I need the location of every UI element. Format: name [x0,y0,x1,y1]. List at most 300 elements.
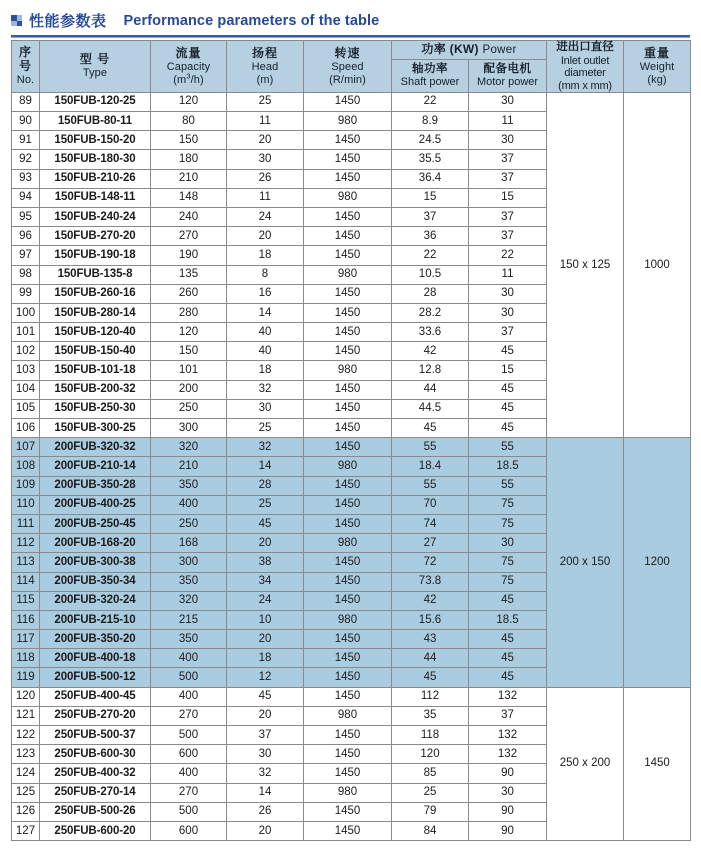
cell-head: 11 [227,112,304,131]
cell-head: 11 [227,188,304,207]
cell-head: 24 [227,591,304,610]
cell-shaft-power: 36.4 [392,169,469,188]
col-header-no: 序 号 No. [12,41,40,93]
cell-speed: 1450 [304,399,392,418]
cell-shaft-power: 70 [392,495,469,514]
cell-shaft-power: 44.5 [392,399,469,418]
cell-motor-power: 30 [469,303,547,322]
cell-type: 150FUB-120-40 [40,323,151,342]
cell-speed: 1450 [304,553,392,572]
cell-no: 107 [12,438,40,457]
cell-speed: 1450 [304,476,392,495]
cell-speed: 1450 [304,726,392,745]
cell-capacity: 120 [151,92,227,111]
cell-type: 150FUB-190-18 [40,246,151,265]
cell-type: 200FUB-400-18 [40,649,151,668]
cell-no: 94 [12,188,40,207]
cell-speed: 1450 [304,246,392,265]
cell-speed: 1450 [304,150,392,169]
cell-type: 200FUB-168-20 [40,534,151,553]
cell-no: 111 [12,514,40,533]
cell-no: 126 [12,802,40,821]
cell-shaft-power: 35 [392,706,469,725]
cell-capacity: 300 [151,553,227,572]
cell-head: 25 [227,92,304,111]
cell-capacity: 168 [151,534,227,553]
cell-no: 106 [12,419,40,438]
cell-motor-power: 18.5 [469,457,547,476]
cell-head: 25 [227,495,304,514]
col-unit-capacity: $(m^3/h)$ [173,70,204,86]
cell-shaft-power: 35.5 [392,150,469,169]
cell-head: 28 [227,476,304,495]
cell-type: 250FUB-600-20 [40,821,151,840]
cell-capacity: 150 [151,131,227,150]
cell-speed: 1450 [304,227,392,246]
cell-capacity: 350 [151,476,227,495]
header-divider [11,35,690,38]
cell-type: 200FUB-210-14 [40,457,151,476]
cell-head: 37 [227,726,304,745]
cell-speed: 980 [304,112,392,131]
cell-type: 200FUB-350-20 [40,630,151,649]
cell-shaft-power: 8.9 [392,112,469,131]
cell-motor-power: 45 [469,591,547,610]
cell-motor-power: 18.5 [469,610,547,629]
cell-no: 119 [12,668,40,687]
cell-no: 120 [12,687,40,706]
col-header-capacity: 流量 Capacity $(m^3/h)$ [151,41,227,93]
cell-speed: 980 [304,534,392,553]
table-row [12,687,691,706]
cell-type: 150FUB-240-24 [40,207,151,226]
cell-head: 40 [227,323,304,342]
cell-motor-power: 37 [469,227,547,246]
cell-no: 103 [12,361,40,380]
cell-head: 16 [227,284,304,303]
cell-head: 12 [227,668,304,687]
cell-motor-power: 132 [469,745,547,764]
cell-speed: 1450 [304,687,392,706]
cell-no: 100 [12,303,40,322]
cell-capacity: 400 [151,495,227,514]
cell-shaft-power: 15 [392,188,469,207]
cell-shaft-power: 73.8 [392,572,469,591]
performance-parameters-table [11,40,691,841]
cell-head: 14 [227,457,304,476]
cell-motor-power: 11 [469,112,547,131]
cell-capacity: 500 [151,802,227,821]
cell-capacity: 210 [151,457,227,476]
table-head [12,41,691,93]
cell-speed: 1450 [304,745,392,764]
cell-speed: 1450 [304,438,392,457]
cell-capacity: 180 [151,150,227,169]
cell-capacity: 270 [151,706,227,725]
cell-type: 250FUB-400-32 [40,764,151,783]
cell-speed: 1450 [304,649,392,668]
cell-shaft-power: 37 [392,207,469,226]
cell-head: 30 [227,150,304,169]
cell-head: 8 [227,265,304,284]
cell-motor-power: 37 [469,207,547,226]
cell-type: 150FUB-135-8 [40,265,151,284]
cell-motor-power: 30 [469,783,547,802]
cell-speed: 1450 [304,207,392,226]
cell-motor-power: 90 [469,802,547,821]
cell-speed: 980 [304,783,392,802]
cell-motor-power: 37 [469,169,547,188]
cell-type: 150FUB-210-26 [40,169,151,188]
cell-head: 32 [227,764,304,783]
cell-speed: 1450 [304,668,392,687]
checkered-square-icon [11,15,22,26]
cell-no: 124 [12,764,40,783]
cell-no: 96 [12,227,40,246]
cell-shaft-power: 15.6 [392,610,469,629]
cell-speed: 980 [304,188,392,207]
col-header-motor-power: 配备电机 Motor power [469,59,547,92]
cell-no: 91 [12,131,40,150]
table-row [12,92,691,111]
cell-shaft-power: 28.2 [392,303,469,322]
cell-type: 150FUB-200-32 [40,380,151,399]
cell-speed: 1450 [304,131,392,150]
cell-motor-power: 30 [469,284,547,303]
cell-head: 25 [227,419,304,438]
cell-inlet-outlet-diameter: 200 x 150 [547,438,624,687]
cell-capacity: 80 [151,112,227,131]
cell-capacity: 210 [151,169,227,188]
cell-shaft-power: 42 [392,342,469,361]
cell-speed: 1450 [304,495,392,514]
cell-type: 200FUB-320-32 [40,438,151,457]
cell-head: 26 [227,802,304,821]
cell-head: 45 [227,514,304,533]
cell-no: 90 [12,112,40,131]
cell-head: 10 [227,610,304,629]
cell-motor-power: 90 [469,821,547,840]
cell-head: 20 [227,227,304,246]
cell-capacity: 200 [151,380,227,399]
cell-shaft-power: 84 [392,821,469,840]
cell-shaft-power: 44 [392,380,469,399]
cell-speed: 980 [304,361,392,380]
cell-type: 250FUB-500-26 [40,802,151,821]
cell-motor-power: 75 [469,514,547,533]
table-row [12,438,691,457]
cell-no: 104 [12,380,40,399]
cell-capacity: 250 [151,399,227,418]
cell-type: 200FUB-400-25 [40,495,151,514]
cell-no: 121 [12,706,40,725]
cell-capacity: 400 [151,649,227,668]
cell-type: 200FUB-350-28 [40,476,151,495]
cell-weight: 1450 [624,687,691,841]
cell-head: 24 [227,207,304,226]
cell-shaft-power: 74 [392,514,469,533]
cell-no: 114 [12,572,40,591]
cell-shaft-power: 79 [392,802,469,821]
cell-motor-power: 11 [469,265,547,284]
col-header-inlet-outlet: 进出口直径 Inlet outlet diameter (mm x mm) [547,41,624,93]
cell-capacity: 250 [151,514,227,533]
cell-type: 200FUB-215-10 [40,610,151,629]
cell-type: 250FUB-600-30 [40,745,151,764]
cell-no: 89 [12,92,40,111]
cell-type: 150FUB-150-40 [40,342,151,361]
cell-head: 34 [227,572,304,591]
cell-no: 92 [12,150,40,169]
cell-no: 97 [12,246,40,265]
cell-speed: 1450 [304,303,392,322]
cell-motor-power: 37 [469,323,547,342]
cell-head: 20 [227,706,304,725]
cell-type: 250FUB-400-45 [40,687,151,706]
cell-speed: 980 [304,610,392,629]
cell-motor-power: 45 [469,630,547,649]
col-header-speed: 转速 Speed (R/min) [304,41,392,93]
cell-motor-power: 30 [469,131,547,150]
cell-shaft-power: 25 [392,783,469,802]
col-header-power-group: 功率 (KW) Power [392,41,547,60]
cell-shaft-power: 10.5 [392,265,469,284]
cell-shaft-power: 112 [392,687,469,706]
col-header-weight: 重量 Weight (kg) [624,41,691,93]
cell-motor-power: 75 [469,572,547,591]
header-row-top [12,41,691,60]
cell-head: 14 [227,303,304,322]
cell-no: 101 [12,323,40,342]
cell-capacity: 350 [151,630,227,649]
cell-speed: 1450 [304,92,392,111]
cell-type: 150FUB-270-20 [40,227,151,246]
cell-motor-power: 45 [469,668,547,687]
cell-motor-power: 45 [469,342,547,361]
cell-speed: 1450 [304,802,392,821]
cell-shaft-power: 43 [392,630,469,649]
cell-motor-power: 75 [469,553,547,572]
cell-type: 150FUB-80-11 [40,112,151,131]
cell-head: 14 [227,783,304,802]
cell-head: 32 [227,438,304,457]
cell-shaft-power: 55 [392,438,469,457]
cell-head: 20 [227,131,304,150]
cell-type: 150FUB-101-18 [40,361,151,380]
cell-speed: 1450 [304,591,392,610]
cell-type: 250FUB-270-14 [40,783,151,802]
cell-shaft-power: 45 [392,419,469,438]
cell-shaft-power: 55 [392,476,469,495]
cell-no: 125 [12,783,40,802]
cell-shaft-power: 85 [392,764,469,783]
cell-capacity: 270 [151,783,227,802]
cell-motor-power: 55 [469,438,547,457]
cell-type: 150FUB-180-30 [40,150,151,169]
cell-motor-power: 55 [469,476,547,495]
cell-capacity: 320 [151,591,227,610]
cell-motor-power: 15 [469,188,547,207]
cell-motor-power: 75 [469,495,547,514]
cell-type: 250FUB-270-20 [40,706,151,725]
cell-motor-power: 45 [469,399,547,418]
cell-type: 150FUB-150-20 [40,131,151,150]
cell-type: 200FUB-350-34 [40,572,151,591]
cell-shaft-power: 72 [392,553,469,572]
cell-no: 127 [12,821,40,840]
cell-head: 26 [227,169,304,188]
cell-shaft-power: 45 [392,668,469,687]
cell-head: 30 [227,745,304,764]
col-header-type: 型 号 Type [40,41,151,93]
cell-motor-power: 90 [469,764,547,783]
cell-capacity: 500 [151,668,227,687]
cell-head: 30 [227,399,304,418]
cell-motor-power: 15 [469,361,547,380]
cell-capacity: 120 [151,323,227,342]
performance-table-container [11,40,690,841]
cell-speed: 1450 [304,630,392,649]
cell-speed: 1450 [304,323,392,342]
cell-head: 45 [227,687,304,706]
cell-no: 108 [12,457,40,476]
cell-capacity: 215 [151,610,227,629]
cell-shaft-power: 33.6 [392,323,469,342]
page-title-cn: 性能参数表 [29,13,107,30]
cell-speed: 980 [304,265,392,284]
cell-shaft-power: 118 [392,726,469,745]
cell-capacity: 190 [151,246,227,265]
cell-type: 150FUB-120-25 [40,92,151,111]
cell-capacity: 260 [151,284,227,303]
cell-head: 20 [227,534,304,553]
cell-type: 150FUB-280-14 [40,303,151,322]
cell-motor-power: 132 [469,726,547,745]
cell-speed: 1450 [304,284,392,303]
cell-no: 93 [12,169,40,188]
cell-head: 20 [227,821,304,840]
cell-head: 20 [227,630,304,649]
cell-shaft-power: 27 [392,534,469,553]
cell-capacity: 350 [151,572,227,591]
cell-capacity: 270 [151,227,227,246]
table-body [12,92,691,840]
cell-motor-power: 37 [469,150,547,169]
cell-head: 38 [227,553,304,572]
cell-capacity: 135 [151,265,227,284]
cell-capacity: 148 [151,188,227,207]
page-header [0,0,701,32]
cell-shaft-power: 44 [392,649,469,668]
cell-no: 123 [12,745,40,764]
cell-no: 115 [12,591,40,610]
cell-speed: 1450 [304,342,392,361]
cell-shaft-power: 120 [392,745,469,764]
cell-motor-power: 30 [469,92,547,111]
cell-motor-power: 45 [469,380,547,399]
col-header-shaft-power: 轴功率 Shaft power [392,59,469,92]
cell-capacity: 600 [151,745,227,764]
cell-speed: 1450 [304,821,392,840]
cell-weight: 1200 [624,438,691,687]
page-title-en: Performance parameters of the table [123,12,380,29]
cell-no: 109 [12,476,40,495]
cell-type: 250FUB-500-37 [40,726,151,745]
cell-shaft-power: 42 [392,591,469,610]
cell-shaft-power: 36 [392,227,469,246]
cell-motor-power: 45 [469,419,547,438]
cell-shaft-power: 18.4 [392,457,469,476]
cell-inlet-outlet-diameter: 150 x 125 [547,92,624,437]
cell-motor-power: 132 [469,687,547,706]
cell-type: 150FUB-260-16 [40,284,151,303]
cell-no: 95 [12,207,40,226]
cell-head: 18 [227,361,304,380]
cell-speed: 1450 [304,514,392,533]
cell-capacity: 300 [151,419,227,438]
cell-speed: 1450 [304,764,392,783]
cell-speed: 980 [304,706,392,725]
cell-type: 200FUB-250-45 [40,514,151,533]
cell-capacity: 320 [151,438,227,457]
cell-no: 118 [12,649,40,668]
cell-capacity: 400 [151,687,227,706]
cell-speed: 1450 [304,419,392,438]
cell-head: 40 [227,342,304,361]
cell-speed: 980 [304,457,392,476]
cell-type: 150FUB-148-11 [40,188,151,207]
cell-shaft-power: 28 [392,284,469,303]
cell-head: 32 [227,380,304,399]
cell-no: 117 [12,630,40,649]
cell-speed: 1450 [304,380,392,399]
cell-shaft-power: 12.8 [392,361,469,380]
cell-weight: 1000 [624,92,691,437]
cell-shaft-power: 22 [392,246,469,265]
cell-capacity: 400 [151,764,227,783]
cell-type: 200FUB-500-12 [40,668,151,687]
cell-capacity: 101 [151,361,227,380]
cell-no: 112 [12,534,40,553]
cell-motor-power: 22 [469,246,547,265]
cell-type: 150FUB-250-30 [40,399,151,418]
cell-no: 99 [12,284,40,303]
cell-inlet-outlet-diameter: 250 x 200 [547,687,624,841]
col-header-head: 扬程 Head (m) [227,41,304,93]
cell-capacity: 600 [151,821,227,840]
cell-no: 98 [12,265,40,284]
cell-shaft-power: 22 [392,92,469,111]
cell-capacity: 280 [151,303,227,322]
cell-no: 110 [12,495,40,514]
cell-motor-power: 45 [469,649,547,668]
cell-no: 105 [12,399,40,418]
cell-head: 18 [227,649,304,668]
cell-motor-power: 37 [469,706,547,725]
cell-type: 150FUB-300-25 [40,419,151,438]
cell-capacity: 240 [151,207,227,226]
cell-no: 102 [12,342,40,361]
cell-motor-power: 30 [469,534,547,553]
cell-capacity: 150 [151,342,227,361]
cell-type: 200FUB-320-24 [40,591,151,610]
cell-no: 116 [12,610,40,629]
cell-speed: 1450 [304,572,392,591]
cell-capacity: 500 [151,726,227,745]
cell-speed: 1450 [304,169,392,188]
cell-shaft-power: 24.5 [392,131,469,150]
cell-no: 122 [12,726,40,745]
